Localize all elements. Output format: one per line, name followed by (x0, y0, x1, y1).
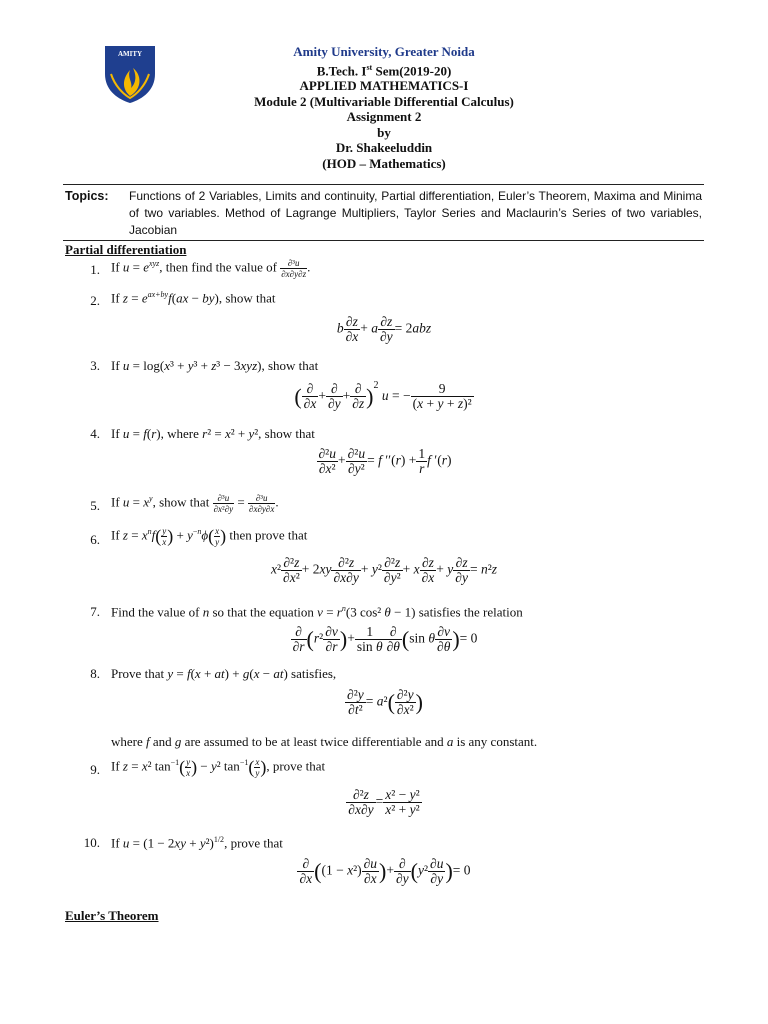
problem-10-equation: $\frac{\partial}{\partial x}$ ((1 − x²) $\frac{\partial u}{\partial x}$ )+ $\frac{\partial}{\partial y}$ (y² $\frac{\partial u}{\partial y}$ )= 0 (299, 856, 471, 886)
topics-bottom-rule (63, 240, 704, 241)
problem-2-equation: b $\frac{\partial z}{\partial x}$ + a $\frac{\partial z}{\partial y}$ = 2abz (336, 314, 432, 344)
section-eulers-theorem: Euler’s Theorem (65, 908, 159, 923)
problem-number: 8. (90, 666, 100, 681)
university-name: Amity University, Greater Noida (293, 44, 475, 59)
problem-number: 7. (90, 604, 100, 619)
author-designation: (HOD – Mathematics) (322, 155, 446, 171)
course-line: B.Tech. Ist Sem(2019-20) (316, 62, 452, 78)
logo-text: AMITY (117, 50, 143, 58)
problem-5-text: If $u = x^y$, show that $\frac{\text{∂³u}}{\text{∂x²∂y}}$ = $\frac{\text{∂³u}}{\partial x\partial y\partial x}$ . (111, 493, 279, 514)
problem-number: 2. (90, 293, 100, 308)
problem-6-text: If $z = x^nf$( $\frac{y}{x}$ ) + $y^{-n}\phi$( $\frac{x}{y}$ ) then prove that (111, 526, 308, 547)
problem-number: 4. (90, 426, 100, 441)
problem-9-equation: $\frac{\text{∂²z}}{\partial x\partial y}$ = $\frac{\text{x² − y²}}{\text{x² + y²}}$ (348, 787, 420, 817)
problem-number: 6. (90, 532, 100, 547)
author-name: Dr. Shakeeluddin (335, 140, 433, 156)
problem-7-equation: $\frac{\partial}{\partial r}$ (r² $\frac{\partial v}{\partial r}$ )+ $\frac{1}{\text{sin θ}}$ $\frac{\partial}{\partial\theta}$ (sin θ $\frac{\partial v}{\partial\theta}$ )= 0 (292, 624, 478, 654)
problem-8-text: Prove that y = f(x + at) + g(x − at) satisfies, (111, 666, 337, 681)
problem-3-text: If u = log(x³ + y³ + z³ − 3xyz), show that (111, 358, 319, 373)
problem-4-equation: $\frac{\text{∂²u}}{\text{∂x²}}$ + $\frac{\text{∂²u}}{\text{∂y²}}$ = f ′′(r) + $\frac{1}{r}$ f ′(r) (318, 446, 452, 476)
problem-1-text: If $u = e^{xyz}$, then find the value of $\frac{\text{∂³u}}{\partial x\partial y\partial z}$ . (111, 258, 311, 279)
problem-number: 1. (90, 262, 100, 277)
problem-8-equation: $\frac{\text{∂²y}}{\text{∂t²}}$ = a²( $\frac{\text{∂²y}}{\text{∂x²}}$ ) (347, 687, 423, 717)
problem-number: 9. (90, 762, 100, 777)
problem-7-text: Find the value of n so that the equation $v = r^n(3$ cos² θ − 1) satisfies the relation (111, 604, 523, 620)
assignment-title: Assignment 2 (346, 109, 422, 125)
problem-8-note: where f and g are assumed to be at least twice differentiable and a is any constant. (111, 734, 538, 749)
problem-number: 10. (83, 835, 100, 850)
problem-2-text: If $z = e^{ax+by}f(ax - by)$, show that (111, 290, 276, 306)
subject-title: APPLIED MATHEMATICS-I (299, 78, 469, 94)
problem-number: 5. (90, 498, 100, 513)
problem-3-equation: ( $\frac{\partial}{\partial x}$ + $\frac{\partial}{\partial y}$ + $\frac{\partial}{\partial z}$ )$^2$ u = − $\frac{9}{\text{(x + y + z)²}}$ (294, 380, 472, 412)
header (0, 44, 768, 171)
topics-text: Functions of 2 Variables, Limits and continuity, Partial differentiation, Euler’s Theorem, Maxima and Minima of two variables. Method of Lagrange Multipliers, Taylor Series and Maclaurin’s Series of two variables, Jacobian (129, 189, 702, 237)
topics-top-rule (63, 184, 704, 185)
problem-9-text: If z = x² $\tan^{-1}$( $\frac{y}{x}$ ) − y² $\tan^{-1}$( $\frac{x}{y}$ ), prove that (111, 757, 326, 778)
problem-number: 3. (90, 358, 100, 373)
section-partial-differentiation: Partial differentiation (65, 242, 187, 257)
by-line: by (377, 124, 391, 140)
problem-6-equation: x² $\frac{\text{∂²z}}{\text{∂x²}}$ + 2xy $\frac{\text{∂²z}}{\partial x\partial y}$ + y² $\frac{\text{∂²z}}{\text{∂y²}}$ + x $\frac{\partial z}{\partial x}$ + y $\frac{\partial z}{\partial y}$ = n²z (270, 555, 498, 585)
problem-4-text: If u = f(r), where r² = x² + y², show that (111, 426, 315, 441)
module-title: Module 2 (Multivariable Differential Calculus) (254, 93, 514, 109)
problem-10-text: If $u = (1 - 2xy + y^2)^{1/2}$, prove that (111, 835, 283, 851)
topics-label: Topics: (65, 189, 109, 203)
